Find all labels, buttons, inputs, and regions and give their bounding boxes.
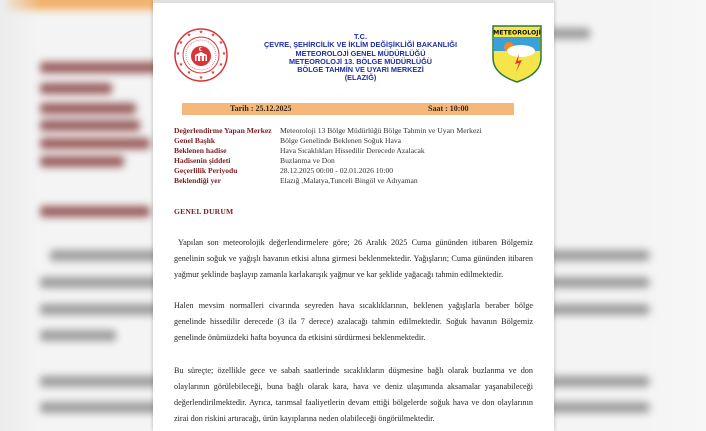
blurred-text-line	[550, 277, 650, 288]
blurred-text-line	[550, 28, 590, 39]
info-label: Beklenen hadise	[174, 146, 227, 155]
blurred-text-line	[550, 250, 650, 261]
info-label: Genel Başlık	[174, 136, 216, 145]
svg-text:★: ★	[218, 62, 224, 68]
info-table	[153, 126, 554, 186]
blurred-text-line	[40, 138, 150, 149]
info-row	[153, 126, 554, 136]
report-time: Saat : 10:00	[428, 104, 469, 113]
info-value: 28.12.2025 00:00 - 02.01.2026 10:00	[280, 166, 394, 175]
header-line: BÖLGE TAHMİN VE UYARI MERKEZİ	[297, 65, 424, 75]
svg-text:★: ★	[221, 51, 227, 57]
info-row	[153, 156, 554, 166]
svg-text:★: ★	[186, 70, 192, 76]
info-row	[153, 166, 554, 176]
background-fade	[640, 0, 706, 431]
blurred-text-line	[40, 376, 160, 387]
blurred-text-line	[40, 277, 160, 288]
info-row	[153, 146, 554, 156]
blurred-text-line	[550, 304, 650, 315]
info-value: Buzlanma ve Don	[280, 156, 335, 165]
info-label: Hadisenin şiddeti	[174, 156, 231, 165]
header-line: T.C.	[354, 32, 367, 41]
info-value: Hava Sıcaklıkları Hissedilir Derecede Azalacak	[280, 146, 425, 155]
page-top-border	[153, 0, 554, 3]
blurred-text-line	[550, 376, 650, 387]
blurred-text-line	[40, 330, 116, 341]
info-label: Beklendiği yer	[174, 176, 222, 185]
svg-text:★: ★	[198, 29, 204, 36]
paragraph: Bu süreçte; özellikle gece ve sabah saatlerinde sıcaklıkların düşmesine bağlı olarak buzlanma ve don olaylarının görülebileceği, buna bağlı olarak kara, hava ve deniz ulaşımında aksamalar yaşanabileceği değerlendirilmektedir. Ayrıca, tarımsal faaliyetlerin devam ettiği bölgelerde soğuk hava ve don olaylarının zirai don riskini artıracağı, ürün kayıplarına neden olabileceği öngörülmektedir.	[174, 366, 533, 424]
blurred-text-line	[40, 156, 124, 167]
logo-wordmark: METEOROLOJİ	[493, 29, 541, 37]
blurred-text-line	[40, 402, 160, 413]
blurred-text-line	[40, 304, 160, 315]
paragraph: Halen mevsim normalleri civarında seyreden hava sıcaklıklarının, beklenen yağışlarla beraber bölge genelinde hissedilir derecede (3 ila 7 derece) azalacağı tahmin edilmektedir. Soğuk havanın Bölgemiz genelinde önümüzdeki hafta boyunca da etkisini sürdürmesi beklenmektedir.	[174, 301, 533, 343]
svg-text:★: ★	[178, 40, 184, 46]
svg-text:★: ★	[210, 32, 216, 39]
blurred-text-line	[40, 103, 136, 114]
meteoroloji-logo	[491, 24, 543, 84]
svg-text:★: ★	[175, 51, 181, 57]
svg-text:★: ★	[210, 70, 216, 76]
background-fade	[0, 0, 40, 431]
blurred-text-line	[550, 402, 650, 413]
report-date: Tarih : 25.12.2025	[230, 104, 292, 113]
header-line: METEOROLOJİ GENEL MÜDÜRLÜĞÜ	[295, 48, 426, 58]
info-label: Geçerlilik Periyodu	[174, 166, 238, 175]
svg-text:★: ★	[178, 62, 184, 68]
section-title: GENEL DURUM	[174, 207, 234, 216]
blurred-text-line	[40, 120, 140, 131]
info-value: Elazığ ,Malatya,Tunceli Bingöl ve Adıyaman	[280, 176, 418, 185]
info-value: Bölge Genelinde Beklenen Soğuk Hava	[280, 136, 402, 145]
document-page	[153, 0, 554, 431]
info-row	[153, 136, 554, 146]
header-line: METEOROLOJİ 13. BÖLGE MÜDÜRLÜĞÜ	[288, 56, 433, 66]
paragraph: Yapılan son meteorolojik değerlendirmelere göre; 26 Aralık 2025 Cuma gününden itibaren Bölgemiz genelinin soğuk ve yağışlı havanın etkisi altına girmesi beklenmektedir. Yağışların; Cuma gününden itibaren yağmur şeklinde başlayıp zamanla karlakarışık yağmur ve kar şeklide yağacağı tahmin edilmektedir.	[174, 238, 533, 280]
ministry-seal-logo	[173, 27, 229, 83]
svg-text:★: ★	[186, 32, 192, 39]
info-row	[153, 176, 554, 186]
date-bar	[182, 103, 514, 115]
blurred-text-line	[40, 206, 150, 217]
blurred-text-line	[50, 250, 160, 261]
institution-header	[233, 33, 488, 83]
header-line: (ELAZIĞ)	[344, 73, 377, 83]
info-label: Değerlendirme Yapan Merkez	[174, 126, 272, 135]
header-line: ÇEVRE, ŞEHİRCİLİK VE İKLİM DEĞİŞİKLİĞİ BAKANLIĞI	[264, 40, 457, 50]
svg-text:★: ★	[198, 75, 204, 81]
info-value: Meteoroloji 13 Bölge Müdürlüğü Bölge Tahmin ve Uyarı Merkezi	[280, 126, 482, 135]
blurred-text-line	[40, 83, 112, 94]
svg-text:★: ★	[218, 40, 224, 46]
blurred-text-line	[40, 62, 170, 73]
